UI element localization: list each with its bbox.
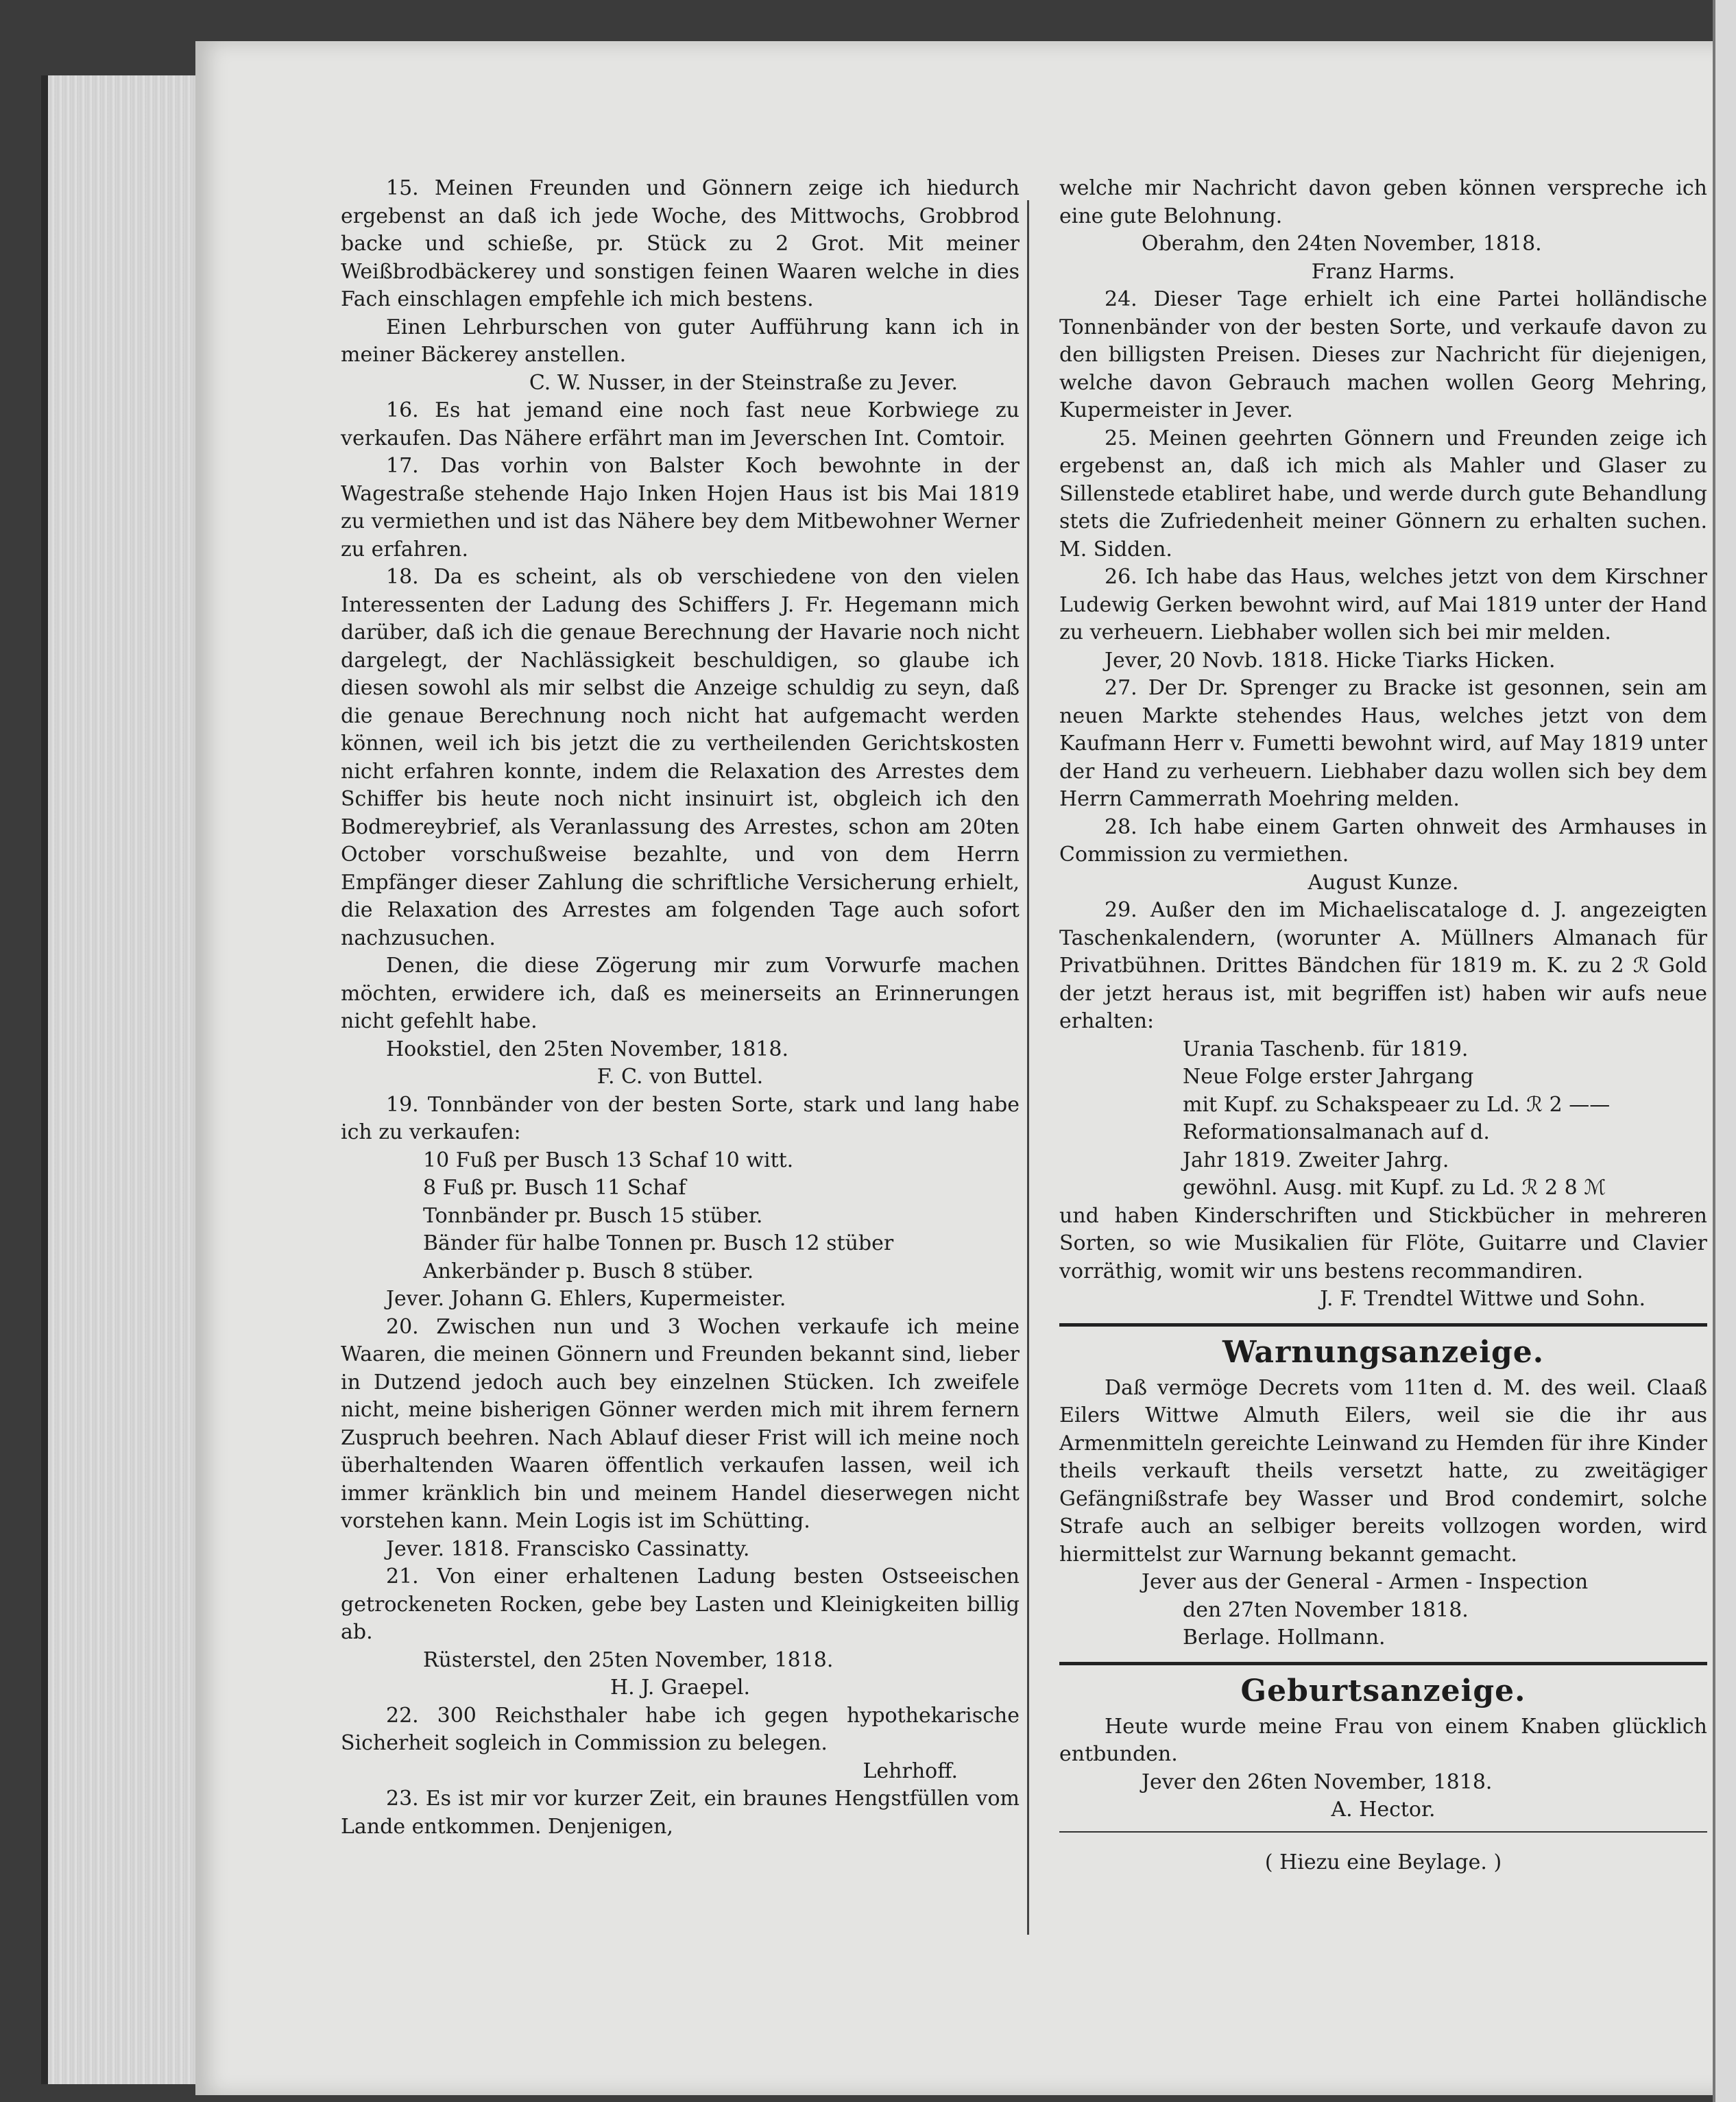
right-column (1059, 175, 1707, 1876)
list-line: gewöhnl. Ausg. mit Kupf. zu Ld. ℛ 2 8 ℳ (1183, 1176, 1606, 1200)
dateline: Hookstiel, den 25ten November, 1818. (386, 1037, 789, 1061)
dateline: Jever. 1818. Franscisko Cassinatty. (386, 1536, 750, 1561)
notice-paragraph: 16. Es hat jemand eine noch fast neue Korbwiege zu verkaufen. Das Nähere erfährt man im Jeverschen Int. Comtoir. (341, 398, 1020, 450)
notice-paragraph: 27. Der Dr. Sprenger zu Bracke ist gesonnen, sein am neuen Markte stehendes Haus, welches jetzt von dem Kaufmann Herr v. Fumetti bewohnt wird, auf May 1819 unter der Hand zu verheuern. Liebhaber dazu wollen sich bey dem Herrn Cammerrath Moehring melden. (1059, 676, 1707, 811)
notice-paragraph: Denen, die diese Zögerung mir zum Vorwurfe machen möchten, erwidere ich, daß es meinerseits an Erinnerungen nicht gefehlt habe. (341, 954, 1020, 1033)
list-line: Urania Taschenb. für 1819. (1183, 1037, 1469, 1061)
dateline: Jever aus der General - Armen - Inspection (1142, 1570, 1589, 1594)
signature: A. Hector. (1331, 1798, 1436, 1822)
dateline: Bänder für halbe Tonnen pr. Busch 12 stüber (423, 1231, 894, 1255)
notice-text: welche mir Nachricht davon geben können verspreche ich eine gute Belohnung. (1059, 176, 1707, 228)
signature: F. C. von Buttel. (596, 1065, 764, 1089)
notice-paragraph: 24. Dieser Tage erhielt ich eine Partei holländische Tonnenbänder von der besten Sorte, und verkaufe davon zu den billigsten Preisen. Dieses zur Nachricht für diejenigen, welche davon Gebrauch machen wollen Georg Mehring, Kupermeister in Jever. (1059, 287, 1707, 422)
notice-paragraph: 28. Ich habe einem Garten ohnweit des Armhauses in Commission zu vermiethen. (1059, 814, 1707, 867)
signature: J. F. Trendtel Wittwe und Sohn. (1320, 1287, 1645, 1311)
notice-paragraph: 25. Meinen geehrten Gönnern und Freunden zeige ich ergebenst an, daß ich mich als Mahler und Glaser zu Sillenstede etabliret habe, und werde durch gute Behandlung stets die Zufriedenheit meiner Gönnern zu erhalten suchen. M. Sidden. (1059, 426, 1707, 561)
notice-paragraph: 18. Da es scheint, als ob verschiedene von den vielen Interessenten der Ladung des Schiffers J. Fr. Hegemann mich darüber, daß ich die genaue Berechnung der Havarie noch nicht dargelegt, der Nachlässigkeit beschuldigen, so glaube ich diesen sowohl als mir selbst die Anzeige schuldig zu seyn, daß die genaue Berechnung noch nicht hat aufgemacht werden können, weil ich bis jetzt die zu vertheilenden Gerichtskosten nicht erfahren konnte, indem die Relaxation des Arrestes dem Schiffer bis heute noch nicht insinuirt ist, obgleich ich den Bodmereybrief, als Veranlassung des Arrestes, schon am 20ten October vorschußweise bezahlte, und von dem Herrn Empfänger dieser Zahlung die schriftliche Versicherung erhielt, die Relaxation des Arrestes am folgenden Tage auch sofort nachzusuchen. (341, 565, 1020, 950)
notice-paragraph: Heute wurde meine Frau von einem Knaben glücklich entbunden. (1059, 1714, 1707, 1766)
notice-paragraph: 26. Ich habe das Haus, welches jetzt von dem Kirschner Ludewig Gerken bewohnt wird, auf Mai 1819 unter der Hand zu verheuern. Liebhaber wollen sich bei mir melden. (1059, 565, 1707, 644)
section-rule (1059, 1662, 1707, 1665)
column-divider (1027, 200, 1029, 1935)
supplement-note: ( Hiezu eine Beylage. ) (1264, 1850, 1502, 1874)
dateline: 8 Fuß pr. Busch 11 Schaf (423, 1176, 686, 1200)
signature: C. W. Nusser, in der Steinstraße zu Jever. (529, 370, 958, 395)
dateline: 10 Fuß per Busch 13 Schaf 10 witt. (423, 1148, 794, 1172)
notice-paragraph: 19. Tonnbänder von der besten Sorte, stark und lang habe ich zu verkaufen: (341, 1092, 1020, 1144)
signature: August Kunze. (1307, 870, 1459, 895)
notice-paragraph: Daß vermöge Decrets vom 11ten d. M. des weil. Claaß Eilers Wittwe Almuth Eilers, weil sie die ihr aus Armenmitteln gereichte Leinwand zu Hemden für ihre Kinder theils verkauft theils versetzt hatte, zu zweitägiger Gefängnißstrafe bey Wasser und Brod condemirt, solche Strafe auch an selbiger bereits vollzogen worden, wird hiermittelst zur Warnung bekannt gemacht. (1059, 1375, 1707, 1567)
left-column (341, 175, 1020, 1841)
dateline: Jever den 26ten November, 1818. (1142, 1769, 1493, 1794)
section-rule (1059, 1831, 1707, 1833)
notice-paragraph: 21. Von einer erhaltenen Ladung besten Ostseeischen getrockeneten Rocken, gebe bey Lasten und Kleinigkeiten billig ab. (341, 1565, 1020, 1644)
section-rule (1059, 1323, 1707, 1327)
dateline: Ankerbänder p. Busch 8 stüber. (423, 1259, 754, 1283)
list-line: Jahr 1819. Zweiter Jahrg. (1183, 1148, 1449, 1172)
notice-paragraph: 23. Es ist mir vor kurzer Zeit, ein braunes Hengstfüllen vom Lande entkommen. Denjenigen, (341, 1787, 1020, 1839)
signature: Lehrhoff. (863, 1759, 958, 1783)
notice-paragraph: 15. Meinen Freunden und Gönnern zeige ich hiedurch ergebenst an daß ich jede Woche, des Mittwochs, Grobbrod backe und schieße, pr. Stück zu 2 Grot. Mit meiner Weißbrodbäckerey und sonstigen feinen Waaren welche in dies Fach einschlagen empfehle ich mich bestens. (341, 176, 1020, 311)
notice-paragraph: 29. Außer den im Michaeliscataloge d. J. angezeigten Taschenkalendern, (worunter A. Müllners Almanach für Privatbühnen. Drittes Bändchen für 1819 m. K. zu 2 ℛ Gold der jetzt heraus ist, mit begriffen ist) haben wir aufs neue erhalten: (1059, 898, 1707, 1033)
section-heading: Warnungsanzeige. (1222, 1334, 1545, 1370)
signature: Franz Harms. (1311, 259, 1456, 284)
list-line: Neue Folge erster Jahrgang (1183, 1065, 1474, 1089)
section-heading: Geburtsanzeige. (1240, 1673, 1526, 1708)
dateline: Jever, 20 Novb. 1818. Hicke Tiarks Hicken. (1105, 648, 1556, 673)
notice-paragraph: 20. Zwischen nun und 3 Wochen verkaufe ich meine Waaren, die meinen Gönnern und Freunden bekannt sind, lieber in Dutzend jedoch auch bey einzelnen Stücken. Ich zweifele nicht, meine bisherigen Gönner werden mich mit ihrem fernern Zuspruch beehren. Nach Ablauf dieser Frist will ich meine noch überhaltenden Waaren öffentlich verkaufen lassen, weil ich immer kränklich bin und meinem Handel dieserwegen nicht vorstehen kann. Mein Logis ist im Schütting. (341, 1314, 1020, 1533)
dateline: Jever. Johann G. Ehlers, Kupermeister. (386, 1287, 786, 1311)
notice-paragraph: Einen Lehrburschen von guter Aufführung kann ich in meiner Bäckerey anstellen. (341, 315, 1020, 367)
notice-paragraph: 17. Das vorhin von Balster Koch bewohnte in der Wagestraße stehende Hajo Inken Hojen Haus ist bis Mai 1819 zu vermiethen und ist das Nähere bey dem Mitbewohner Werner zu erfahren. (341, 454, 1020, 561)
list-line: den 27ten November 1818. (1183, 1597, 1469, 1622)
signature: H. J. Graepel. (610, 1676, 751, 1700)
list-line: Reformationsalmanach auf d. (1183, 1120, 1490, 1144)
dateline: Rüsterstel, den 25ten November, 1818. (423, 1647, 834, 1672)
notice-paragraph: 22. 300 Reichsthaler habe ich gegen hypothekarische Sicherheit sogleich in Commission zu belegen. (341, 1703, 1020, 1755)
next-page-edge (1713, 0, 1736, 2102)
dateline: Oberahm, den 24ten November, 1818. (1142, 232, 1542, 256)
list-line: mit Kupf. zu Schakspeaer zu Ld. ℛ 2 —— (1183, 1092, 1611, 1117)
list-line: Berlage. Hollmann. (1183, 1626, 1386, 1650)
dateline: Tonnbänder pr. Busch 15 stüber. (423, 1203, 763, 1228)
notice-text: und haben Kinderschriften und Stickbücher in mehreren Sorten, so wie Musikalien für Flöte, Guitarre und Clavier vorräthig, womit wir uns bestens recommandiren. (1059, 1203, 1707, 1283)
